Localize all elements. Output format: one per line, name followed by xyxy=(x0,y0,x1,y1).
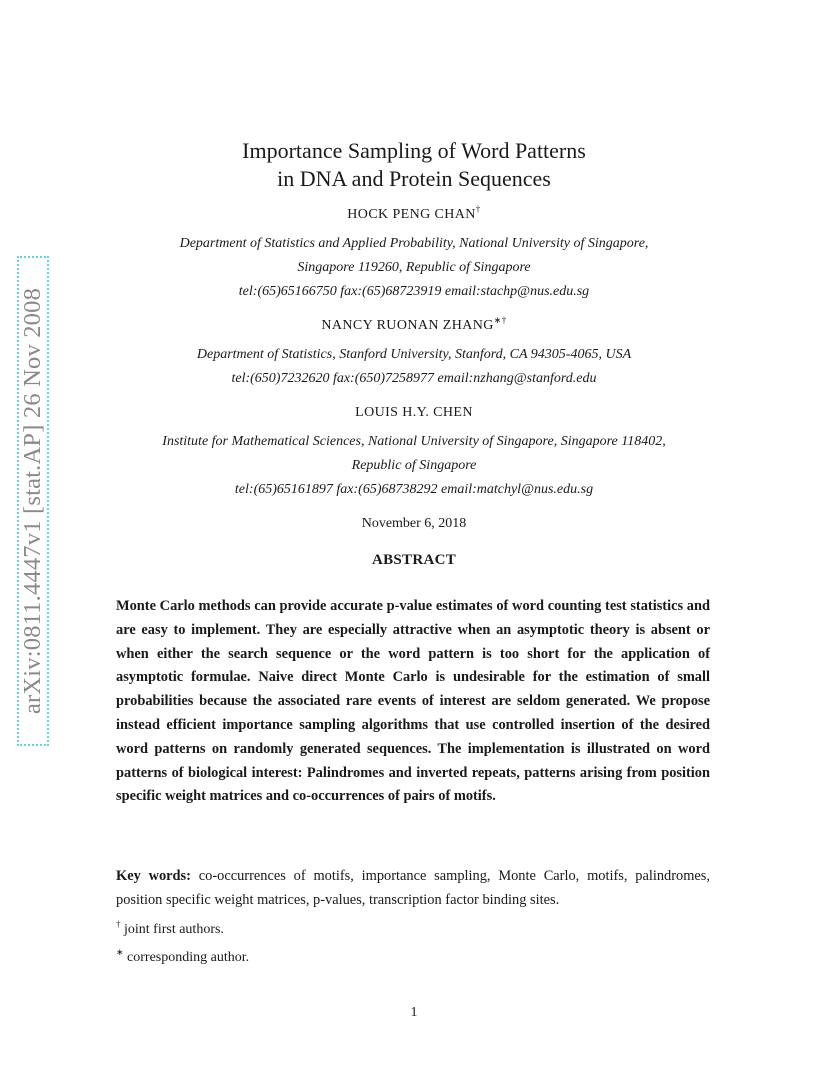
author-name xyxy=(0,204,828,223)
keywords-label: Key words: xyxy=(116,868,191,884)
arxiv-stamp-text: arXiv:0811.4447v1 [stat.AP] 26 Nov 2008 xyxy=(19,287,46,715)
author-1-name: HOCK PENG CHAN xyxy=(347,207,476,222)
affiliation-line: Republic of Singapore xyxy=(351,458,477,473)
author-name xyxy=(0,405,828,421)
affiliation-line: Singapore 119260, Republic of Singapore xyxy=(297,260,531,275)
author-name xyxy=(0,315,828,334)
author-2-mark: ∗† xyxy=(493,315,507,325)
affiliation-line: tel:(65)65161897 fax:(65)68738292 email:matchyl@nus.edu.sg xyxy=(234,482,594,497)
footnote xyxy=(116,947,250,966)
page-number: 1 xyxy=(410,1005,418,1020)
footnote xyxy=(116,919,224,938)
keywords-text: co-occurrences of motifs, importance sampling, Monte Carlo, motifs, palindromes, position specific weight matrices, p-values, transcription factor binding sites. xyxy=(116,868,710,908)
keywords xyxy=(116,864,710,912)
footnote-2-mark: ∗ xyxy=(116,947,124,957)
affiliation-line: tel:(650)7232620 fax:(650)7258977 email:nzhang@stanford.edu xyxy=(231,371,597,386)
paper-date: November 6, 2018 xyxy=(361,516,467,531)
footnote-1-text: joint first authors. xyxy=(124,922,224,937)
author-3-name: LOUIS H.Y. CHEN xyxy=(355,405,473,420)
affiliation-line: tel:(65)65166750 fax:(65)68723919 email:stachp@nus.edu.sg xyxy=(238,284,590,299)
paper-title xyxy=(0,137,828,193)
author-1-mark: † xyxy=(475,204,481,214)
footnote-1-mark: † xyxy=(116,919,121,929)
abstract-heading: ABSTRACT xyxy=(371,552,457,568)
title-line-2: in DNA and Protein Sequences xyxy=(277,166,551,191)
author-2-name: NANCY RUONAN ZHANG xyxy=(321,318,494,333)
author-2-affiliation xyxy=(0,343,828,391)
author-3-affiliation xyxy=(0,430,828,502)
author-1-affiliation xyxy=(0,232,828,304)
affiliation-line: Department of Statistics, Stanford University, Stanford, CA 94305-4065, USA xyxy=(196,347,632,362)
affiliation-line: Institute for Mathematical Sciences, National University of Singapore, Singapore 118402, xyxy=(162,434,666,449)
abstract-text: Monte Carlo methods can provide accurate p-value estimates of word counting test statistics and are easy to implement. They are especially attractive when an asymptotic theory is absent or when either the search sequence or the word pattern is too short for the application of asymptotic formulae. Naive direct Monte Carlo is undesirable for the estimation of small probabilities because the associated rare events of interest are seldom generated. We propose instead efficient importance sampling algorithms that use controlled insertion of the desired word patterns on randomly generated sequences. The implementation is illustrated on word patterns of biological interest: Palindromes and inverted repeats, patterns arising from position specific weight matrices and co-occurrences of pairs of motifs. xyxy=(116,598,710,805)
footnote-2-text: corresponding author. xyxy=(127,950,250,965)
affiliation-line: Department of Statistics and Applied Probability, National University of Singapore, xyxy=(179,236,649,251)
title-line-1: Importance Sampling of Word Patterns xyxy=(242,138,586,163)
